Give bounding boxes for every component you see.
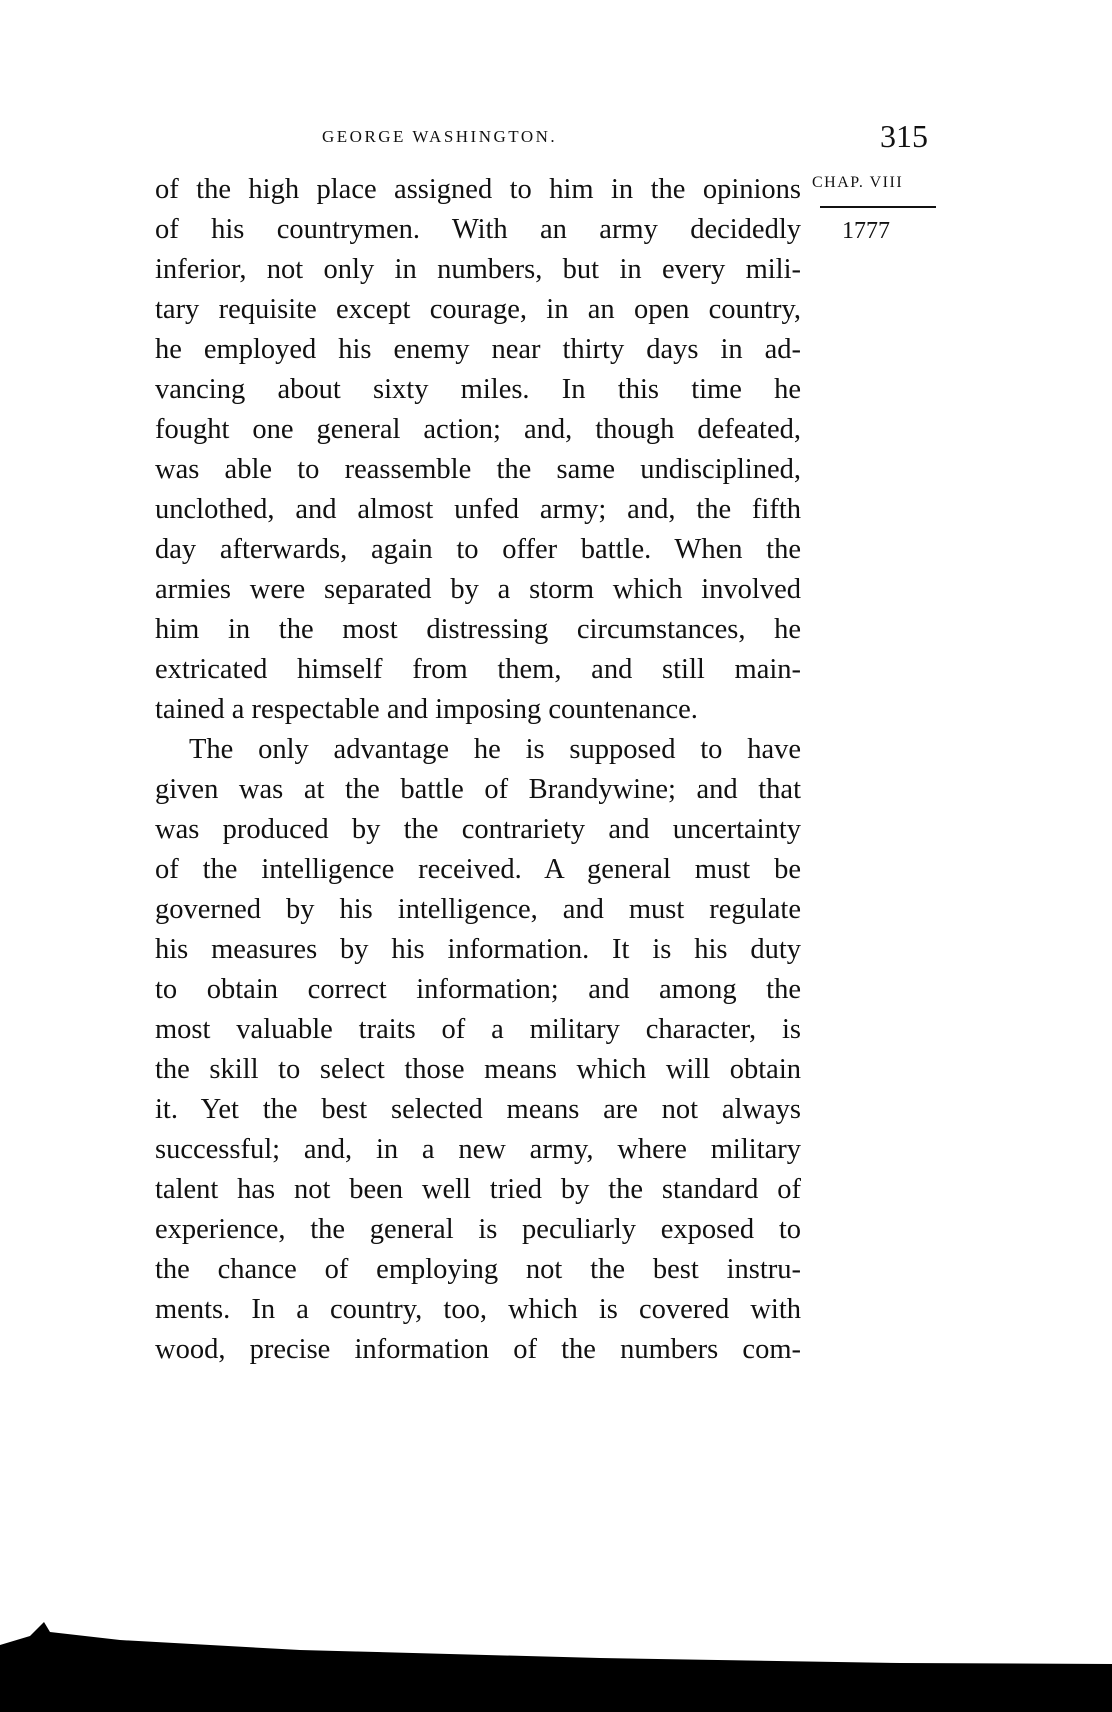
text-line: of the intelligence received. A general must be bbox=[155, 854, 801, 885]
text-line: successful; and, in a new army, where military bbox=[155, 1134, 801, 1165]
text-line: given was at the battle of Brandywine; and that bbox=[155, 774, 801, 805]
text-line: to obtain correct information; and among the bbox=[155, 974, 801, 1005]
text-line: unclothed, and almost unfed army; and, the fifth bbox=[155, 494, 801, 525]
text-line: he employed his enemy near thirty days in ad- bbox=[155, 334, 801, 365]
text-line: The only advantage he is supposed to have bbox=[189, 734, 801, 765]
text-line: fought one general action; and, though defeated, bbox=[155, 414, 801, 445]
text-line: experience, the general is peculiarly exposed to bbox=[155, 1214, 801, 1245]
margin-year: 1777 bbox=[842, 218, 890, 244]
text-line: governed by his intelligence, and must regulate bbox=[155, 894, 801, 925]
text-line: tained a respectable and imposing countenance. bbox=[155, 694, 698, 725]
text-line: vancing about sixty miles. In this time he bbox=[155, 374, 801, 405]
text-line: was produced by the contrariety and uncertainty bbox=[155, 814, 801, 845]
text-line: wood, precise information of the numbers com- bbox=[155, 1334, 801, 1365]
text-line: the chance of employing not the best instru- bbox=[155, 1254, 801, 1285]
text-line: of his countrymen. With an army decidedly bbox=[155, 214, 801, 245]
text-line: the skill to select those means which will obtain bbox=[155, 1054, 801, 1085]
page-number: 315 bbox=[880, 118, 928, 154]
text-line: talent has not been well tried by the standard of bbox=[155, 1174, 801, 1205]
margin-chapter: CHAP. VIII bbox=[812, 174, 904, 191]
text-line: was able to reassemble the same undisciplined, bbox=[155, 454, 801, 485]
text-line: it. Yet the best selected means are not always bbox=[155, 1094, 801, 1125]
text-line: day afterwards, again to offer battle. When the bbox=[155, 534, 801, 565]
text-line: ments. In a country, too, which is covered with bbox=[155, 1294, 801, 1325]
running-head: GEORGE WASHINGTON. bbox=[322, 127, 558, 146]
text-line: of the high place assigned to him in the opinions bbox=[155, 174, 801, 205]
text-line: inferior, not only in numbers, but in every mili- bbox=[155, 254, 801, 285]
text-line: most valuable traits of a military character, is bbox=[155, 1014, 801, 1045]
text-line: him in the most distressing circumstances, he bbox=[155, 614, 801, 645]
text-line: his measures by his information. It is his duty bbox=[155, 934, 801, 965]
text-line: extricated himself from them, and still main- bbox=[155, 654, 801, 685]
text-line: armies were separated by a storm which involved bbox=[155, 574, 801, 605]
text-line: tary requisite except courage, in an open country, bbox=[155, 294, 801, 325]
